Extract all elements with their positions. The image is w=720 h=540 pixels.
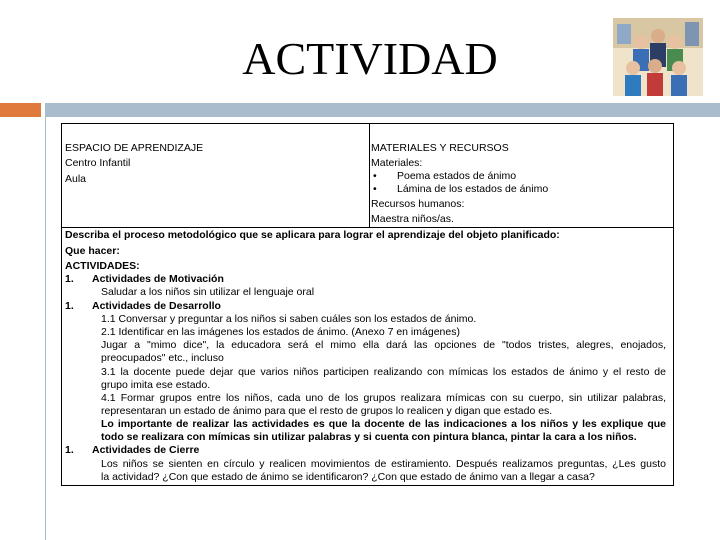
motivation-title: Actividades de Motivación xyxy=(92,273,224,285)
learning-space-item: Centro Infantil xyxy=(65,157,131,169)
development-step: preocupados" etc., incluso xyxy=(101,352,224,364)
development-step: 3.1 la docente puede dejar que varios niños participen realizando con mímicas los estados de ánimo y el resto de xyxy=(101,366,666,378)
children-photo xyxy=(613,18,703,96)
human-resources-label: Recursos humanos: xyxy=(371,198,465,210)
activity-table xyxy=(61,123,674,486)
section-number: 1. xyxy=(65,300,74,312)
column-divider xyxy=(369,124,370,227)
development-step: representaran un estado de ánimo para que el resto de grupos lo realicen y digan que estado es. xyxy=(101,405,553,417)
human-resources-value: Maestra niños/as. xyxy=(371,213,454,225)
motivation-text: Saludar a los niños sin utilizar el lenguaje oral xyxy=(101,286,315,298)
bullet-icon: • xyxy=(373,183,377,195)
section-number: 1. xyxy=(65,273,74,285)
que-hacer-label: Que hacer: xyxy=(65,245,120,257)
accent-side-line xyxy=(45,117,46,540)
development-step: grupo imita ese estado. xyxy=(101,379,211,391)
development-step: Jugar a "mimo dice", la educadora será el mimo ella dará las opciones de "todos tristes, alegres, enojados, xyxy=(101,339,666,351)
development-note: Lo importante de realizar las actividades es que la docente de las indicaciones a los niños y les explique que xyxy=(101,418,666,430)
development-step: 2.1 Identificar en las imágenes los estados de ánimo. (Anexo 7 en imágenes) xyxy=(101,326,460,338)
section-number: 1. xyxy=(65,444,74,456)
material-item: Poema estados de ánimo xyxy=(397,170,517,182)
accent-bar-blue xyxy=(45,103,720,117)
process-description: Describa el proceso metodológico que se aplicara para lograr el aprendizaje del objeto planificado: xyxy=(65,229,560,241)
row-divider xyxy=(62,227,673,228)
accent-bar-orange xyxy=(0,103,41,117)
bullet-icon: • xyxy=(373,170,377,182)
materials-heading: MATERIALES Y RECURSOS xyxy=(371,142,509,154)
learning-space-heading: ESPACIO DE APRENDIZAJE xyxy=(65,142,204,154)
closing-text: Los niños se sienten en círculo y realicen movimientos de estiramiento. Después realizamos preguntas, ¿Les gusto xyxy=(101,458,666,470)
development-note: todo se realizara con mímicas sin utilizar palabras y si cuenta con pintura blanca, pintar la cara a los niños. xyxy=(101,431,637,443)
closing-title: Actividades de Cierre xyxy=(92,444,200,456)
development-title: Actividades de Desarrollo xyxy=(92,300,221,312)
closing-text: la actividad? ¿Con que estado de ánimo se identificaron? ¿Con que estado de ánimo van a llegar a casa? xyxy=(101,471,595,483)
development-step: 1.1 Conversar y preguntar a los niños si saben cuáles son los estados de ánimo. xyxy=(101,313,477,325)
activities-label: ACTIVIDADES: xyxy=(65,260,140,272)
materials-label: Materiales: xyxy=(371,157,423,169)
development-step: 4.1 Formar grupos entre los niños, cada uno de los grupos realizara mímicas con su cuerpo, sin utilizar palabras, xyxy=(101,392,666,404)
children-group-image xyxy=(613,18,703,96)
slide-title: ACTIVIDAD xyxy=(242,33,498,84)
learning-space-item: Aula xyxy=(65,173,87,185)
material-item: Lámina de los estados de ánimo xyxy=(397,183,549,195)
